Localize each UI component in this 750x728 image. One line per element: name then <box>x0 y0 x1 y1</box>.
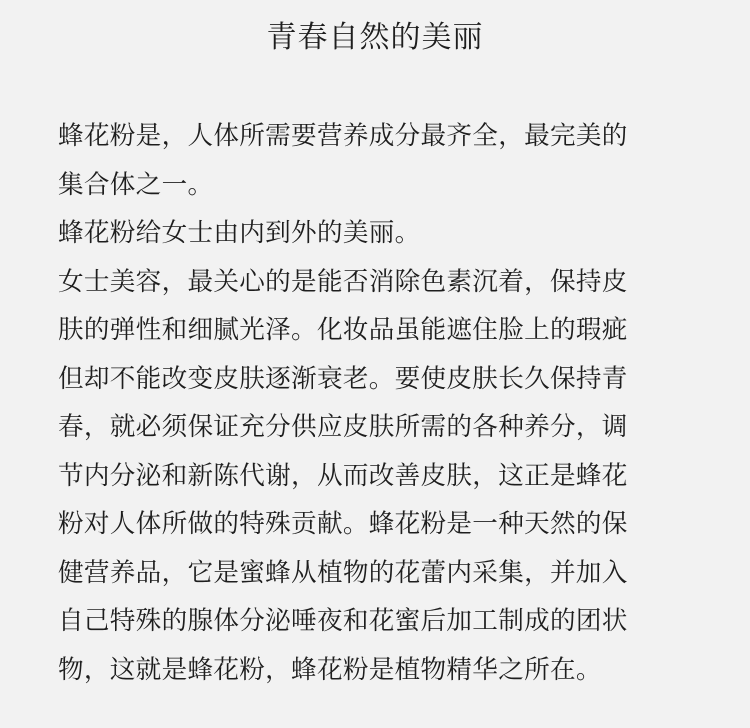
body-line-3: 蜂花粉给女士由内到外的美丽。 <box>58 218 421 248</box>
body-line-6: 但却不能改变皮肤逐渐衰老。要使皮肤长久保持青 <box>58 363 628 394</box>
body-line-11: 自己特殊的腺体分泌唾夜和花蜜后加工制成的团状 <box>58 606 628 636</box>
body-line-12: 物，这就是蜂花粉，蜂花粉是植物精华之所在。 <box>58 654 602 685</box>
body-line-5: 肤的弹性和细腻光泽。化妆品虽能遮住脸上的瑕疵 <box>58 315 628 345</box>
body-line-1: 蜂花粉是，人体所需要营养成分最齐全，最完美的 <box>58 121 628 151</box>
body-line-8: 节内分泌和新陈代谢，从而改善皮肤，这正是蜂花 <box>58 460 628 491</box>
body-line-4: 女士美容，最关心的是能否消除色素沉着，保持皮 <box>58 266 628 297</box>
body-line-10: 健营养品，它是蜜蜂从植物的花蕾内采集，并加入 <box>58 557 628 588</box>
body-line-2: 集合体之一。 <box>58 169 214 200</box>
document-title: 青春自然的美丽 <box>266 20 484 55</box>
document-body <box>58 112 718 694</box>
body-line-9: 粉对人体所做的特殊贡献。蜂花粉是一种天然的保 <box>58 509 628 539</box>
body-line-7: 春，就必须保证充分供应皮肤所需的各种养分，调 <box>58 412 628 442</box>
